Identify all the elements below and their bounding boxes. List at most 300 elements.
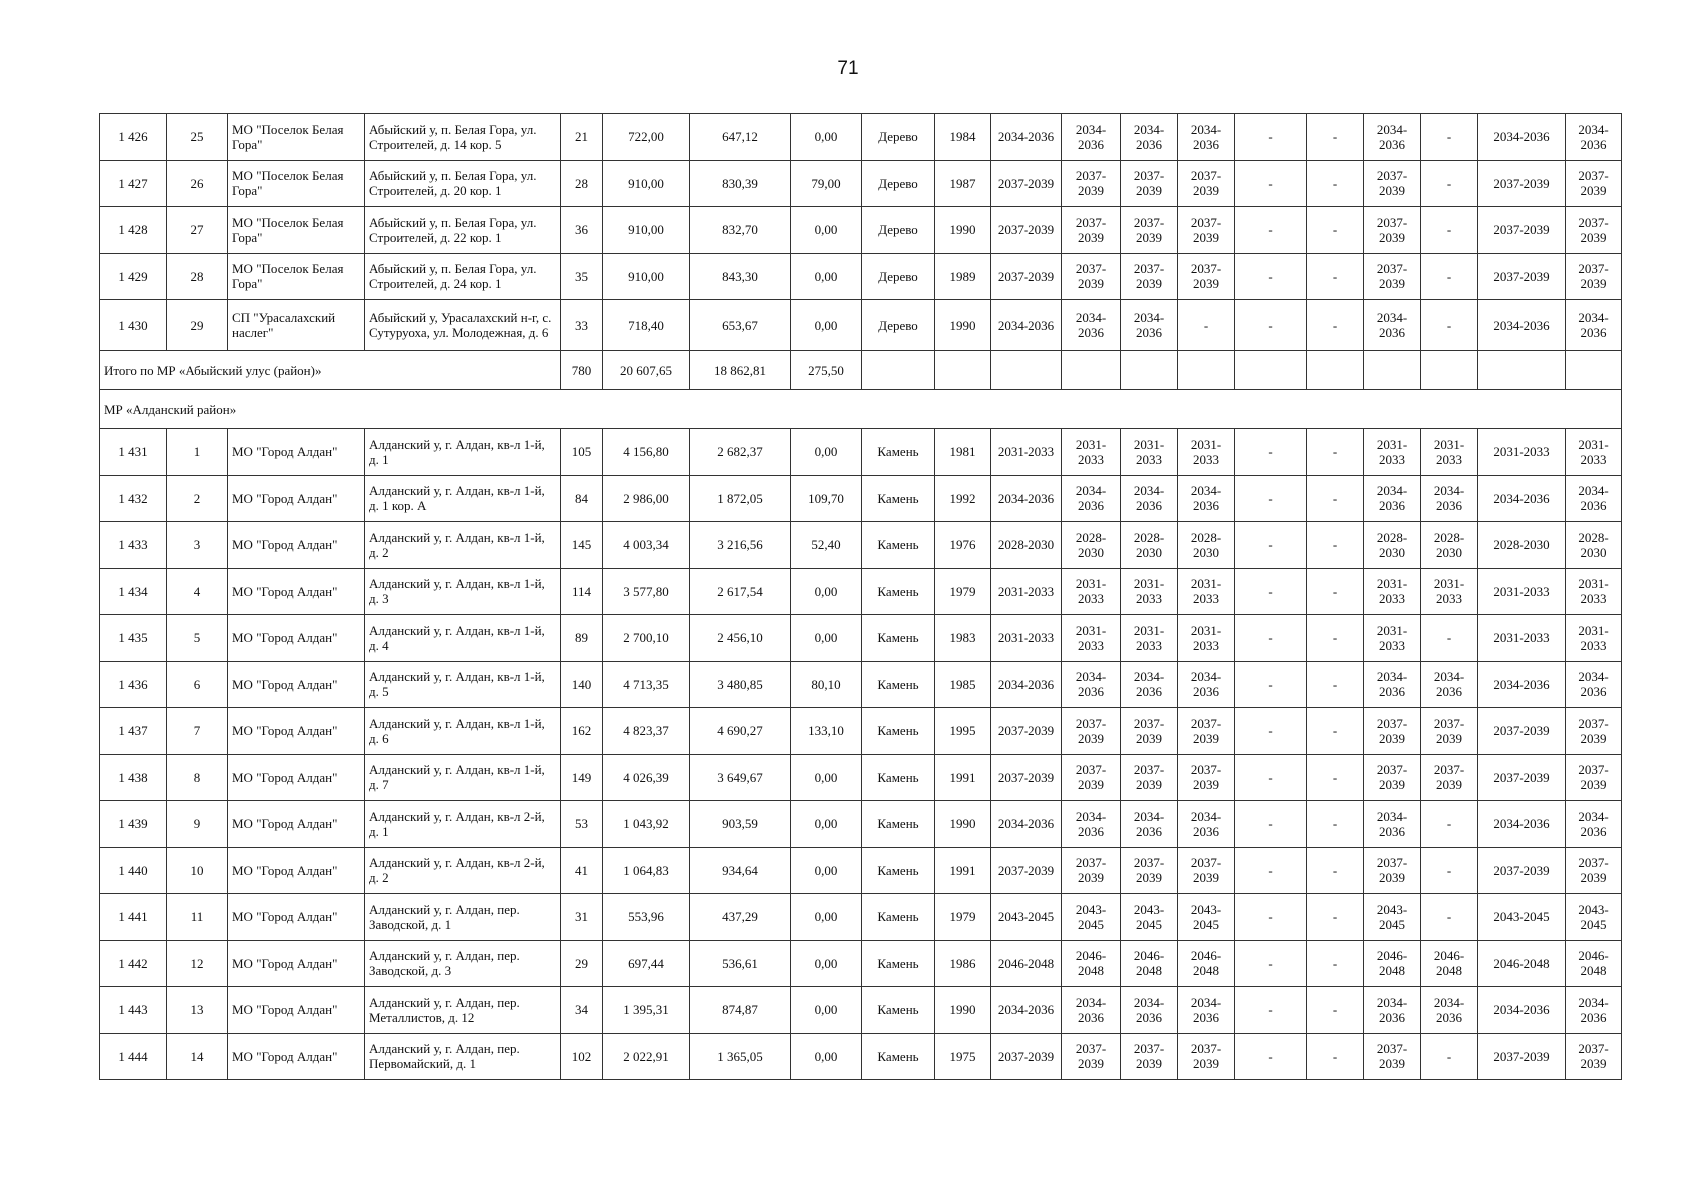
period-6-cell: - [1307, 754, 1364, 801]
municipality-cell: МО "Город Алдан" [228, 615, 365, 662]
period-7-cell: 2034-2036 [1364, 987, 1421, 1034]
period-2-cell: 2031-2033 [1062, 615, 1121, 662]
empty-cell [1178, 351, 1235, 390]
row-number-cell: 26 [167, 160, 228, 207]
period-8-cell: 2034-2036 [1421, 475, 1478, 522]
period-6-cell: - [1307, 253, 1364, 300]
address-cell: Алданский у, г. Алдан, кв-л 1-й, д. 1 кор. А [365, 475, 561, 522]
wall-material-cell: Дерево [862, 300, 935, 351]
row-number-cell: 6 [167, 661, 228, 708]
period-1-cell: 2034-2036 [991, 661, 1062, 708]
period-8-cell: 2034-2036 [1421, 987, 1478, 1034]
subtotal-row [100, 351, 1622, 390]
period-10-cell: 2034-2036 [1566, 114, 1622, 161]
area-other-cell: 0,00 [791, 568, 862, 615]
row-number-cell: 14 [167, 1033, 228, 1080]
period-8-cell: 2046-2048 [1421, 940, 1478, 987]
area-other-cell: 0,00 [791, 207, 862, 254]
period-9-cell: 2034-2036 [1478, 114, 1566, 161]
period-6-cell: - [1307, 847, 1364, 894]
area-living-cell: 2 617,54 [690, 568, 791, 615]
area-living-cell: 4 690,27 [690, 708, 791, 755]
area-living-cell: 536,61 [690, 940, 791, 987]
period-3-cell: 2037-2039 [1121, 207, 1178, 254]
wall-material-cell: Камень [862, 987, 935, 1034]
period-3-cell: 2034-2036 [1121, 987, 1178, 1034]
period-10-cell: 2034-2036 [1566, 801, 1622, 848]
build-year-cell: 1984 [935, 114, 991, 161]
build-year-cell: 1990 [935, 801, 991, 848]
period-9-cell: 2034-2036 [1478, 300, 1566, 351]
period-3-cell: 2037-2039 [1121, 754, 1178, 801]
period-4-cell: 2037-2039 [1178, 708, 1235, 755]
period-1-cell: 2034-2036 [991, 475, 1062, 522]
period-5-cell: - [1235, 568, 1307, 615]
area-living-cell: 903,59 [690, 801, 791, 848]
period-4-cell: 2034-2036 [1178, 801, 1235, 848]
period-10-cell: 2034-2036 [1566, 300, 1622, 351]
area-living-cell: 3 649,67 [690, 754, 791, 801]
period-8-cell: 2028-2030 [1421, 522, 1478, 569]
municipality-cell: МО "Город Алдан" [228, 429, 365, 476]
table-row [100, 894, 1622, 941]
period-3-cell: 2037-2039 [1121, 1033, 1178, 1080]
residents-cell: 35 [561, 253, 603, 300]
period-7-cell: 2034-2036 [1364, 300, 1421, 351]
period-6-cell: - [1307, 894, 1364, 941]
table-row [100, 253, 1622, 300]
address-cell: Алданский у, г. Алдан, пер. Заводской, д. 1 [365, 894, 561, 941]
table-row [100, 801, 1622, 848]
build-year-cell: 1991 [935, 754, 991, 801]
row-id-cell: 1 430 [100, 300, 167, 351]
area-living-cell: 1 872,05 [690, 475, 791, 522]
area-living-cell: 647,12 [690, 114, 791, 161]
row-number-cell: 2 [167, 475, 228, 522]
row-number-cell: 7 [167, 708, 228, 755]
row-id-cell: 1 435 [100, 615, 167, 662]
row-id-cell: 1 441 [100, 894, 167, 941]
municipality-cell: МО "Город Алдан" [228, 801, 365, 848]
period-2-cell: 2037-2039 [1062, 253, 1121, 300]
period-8-cell: - [1421, 1033, 1478, 1080]
area-other-cell: 0,00 [791, 1033, 862, 1080]
period-8-cell: - [1421, 894, 1478, 941]
row-number-cell: 27 [167, 207, 228, 254]
row-id-cell: 1 439 [100, 801, 167, 848]
period-3-cell: 2031-2033 [1121, 615, 1178, 662]
period-5-cell: - [1235, 661, 1307, 708]
row-id-cell: 1 432 [100, 475, 167, 522]
address-cell: Алданский у, г. Алдан, кв-л 2-й, д. 1 [365, 801, 561, 848]
period-6-cell: - [1307, 300, 1364, 351]
area-total-cell: 1 043,92 [603, 801, 690, 848]
area-total-cell: 697,44 [603, 940, 690, 987]
period-8-cell: - [1421, 114, 1478, 161]
period-10-cell: 2037-2039 [1566, 847, 1622, 894]
period-2-cell: 2037-2039 [1062, 160, 1121, 207]
period-8-cell: - [1421, 207, 1478, 254]
period-9-cell: 2031-2033 [1478, 615, 1566, 662]
area-total-cell: 2 986,00 [603, 475, 690, 522]
empty-cell [1307, 351, 1364, 390]
build-year-cell: 1995 [935, 708, 991, 755]
empty-cell [935, 351, 991, 390]
period-10-cell: 2037-2039 [1566, 160, 1622, 207]
period-2-cell: 2037-2039 [1062, 754, 1121, 801]
period-6-cell: - [1307, 522, 1364, 569]
wall-material-cell: Камень [862, 475, 935, 522]
wall-material-cell: Камень [862, 708, 935, 755]
area-other-cell: 109,70 [791, 475, 862, 522]
period-4-cell: 2043-2045 [1178, 894, 1235, 941]
build-year-cell: 1983 [935, 615, 991, 662]
period-10-cell: 2046-2048 [1566, 940, 1622, 987]
period-2-cell: 2034-2036 [1062, 114, 1121, 161]
area-other-cell: 80,10 [791, 661, 862, 708]
area-other-cell: 0,00 [791, 894, 862, 941]
row-number-cell: 8 [167, 754, 228, 801]
row-id-cell: 1 431 [100, 429, 167, 476]
period-10-cell: 2031-2033 [1566, 429, 1622, 476]
period-8-cell: - [1421, 615, 1478, 662]
period-3-cell: 2034-2036 [1121, 661, 1178, 708]
period-7-cell: 2034-2036 [1364, 114, 1421, 161]
residents-cell: 84 [561, 475, 603, 522]
subtotal-residents: 780 [561, 351, 603, 390]
row-number-cell: 25 [167, 114, 228, 161]
period-7-cell: 2031-2033 [1364, 568, 1421, 615]
period-7-cell: 2046-2048 [1364, 940, 1421, 987]
period-6-cell: - [1307, 661, 1364, 708]
row-number-cell: 3 [167, 522, 228, 569]
period-8-cell: 2031-2033 [1421, 568, 1478, 615]
period-5-cell: - [1235, 429, 1307, 476]
empty-cell [1478, 351, 1566, 390]
period-3-cell: 2034-2036 [1121, 475, 1178, 522]
table-row [100, 940, 1622, 987]
address-cell: Алданский у, г. Алдан, кв-л 2-й, д. 2 [365, 847, 561, 894]
period-7-cell: 2034-2036 [1364, 661, 1421, 708]
residents-cell: 21 [561, 114, 603, 161]
municipality-cell: МО "Город Алдан" [228, 568, 365, 615]
address-cell: Алданский у, г. Алдан, пер. Первомайский, д. 1 [365, 1033, 561, 1080]
period-7-cell: 2034-2036 [1364, 801, 1421, 848]
row-id-cell: 1 436 [100, 661, 167, 708]
row-number-cell: 29 [167, 300, 228, 351]
subtotal-area-other: 275,50 [791, 351, 862, 390]
period-5-cell: - [1235, 522, 1307, 569]
period-4-cell: 2028-2030 [1178, 522, 1235, 569]
municipality-cell: МО "Город Алдан" [228, 847, 365, 894]
period-6-cell: - [1307, 940, 1364, 987]
row-id-cell: 1 426 [100, 114, 167, 161]
period-5-cell: - [1235, 300, 1307, 351]
area-total-cell: 2 700,10 [603, 615, 690, 662]
address-cell: Абыйский у, п. Белая Гора, ул. Строителей, д. 14 кор. 5 [365, 114, 561, 161]
period-9-cell: 2037-2039 [1478, 847, 1566, 894]
period-4-cell: 2031-2033 [1178, 429, 1235, 476]
period-7-cell: 2034-2036 [1364, 475, 1421, 522]
period-5-cell: - [1235, 615, 1307, 662]
build-year-cell: 1992 [935, 475, 991, 522]
period-3-cell: 2046-2048 [1121, 940, 1178, 987]
build-year-cell: 1981 [935, 429, 991, 476]
period-1-cell: 2037-2039 [991, 754, 1062, 801]
area-other-cell: 0,00 [791, 987, 862, 1034]
table-row [100, 1033, 1622, 1080]
period-2-cell: 2031-2033 [1062, 429, 1121, 476]
area-living-cell: 2 456,10 [690, 615, 791, 662]
empty-cell [1566, 351, 1622, 390]
period-2-cell: 2046-2048 [1062, 940, 1121, 987]
build-year-cell: 1985 [935, 661, 991, 708]
area-other-cell: 133,10 [791, 708, 862, 755]
table-row [100, 987, 1622, 1034]
municipality-cell: МО "Город Алдан" [228, 894, 365, 941]
build-year-cell: 1989 [935, 253, 991, 300]
area-living-cell: 1 365,05 [690, 1033, 791, 1080]
residents-cell: 34 [561, 987, 603, 1034]
build-year-cell: 1976 [935, 522, 991, 569]
period-9-cell: 2037-2039 [1478, 207, 1566, 254]
period-3-cell: 2034-2036 [1121, 114, 1178, 161]
subtotal-area-living: 18 862,81 [690, 351, 791, 390]
period-10-cell: 2037-2039 [1566, 207, 1622, 254]
residents-cell: 31 [561, 894, 603, 941]
row-id-cell: 1 433 [100, 522, 167, 569]
residents-cell: 102 [561, 1033, 603, 1080]
period-1-cell: 2034-2036 [991, 114, 1062, 161]
municipality-cell: МО "Поселок Белая Гора" [228, 114, 365, 161]
municipality-cell: МО "Город Алдан" [228, 1033, 365, 1080]
area-other-cell: 0,00 [791, 615, 862, 662]
period-5-cell: - [1235, 475, 1307, 522]
period-4-cell: 2034-2036 [1178, 987, 1235, 1034]
area-total-cell: 553,96 [603, 894, 690, 941]
row-id-cell: 1 443 [100, 987, 167, 1034]
residents-cell: 41 [561, 847, 603, 894]
address-cell: Алданский у, г. Алдан, кв-л 1-й, д. 1 [365, 429, 561, 476]
address-cell: Алданский у, г. Алдан, кв-л 1-й, д. 2 [365, 522, 561, 569]
period-2-cell: 2043-2045 [1062, 894, 1121, 941]
period-7-cell: 2028-2030 [1364, 522, 1421, 569]
area-other-cell: 0,00 [791, 253, 862, 300]
period-7-cell: 2031-2033 [1364, 615, 1421, 662]
area-total-cell: 4 156,80 [603, 429, 690, 476]
table-row [100, 475, 1622, 522]
address-cell: Абыйский у, п. Белая Гора, ул. Строителей, д. 24 кор. 1 [365, 253, 561, 300]
period-6-cell: - [1307, 1033, 1364, 1080]
period-4-cell: 2037-2039 [1178, 160, 1235, 207]
period-5-cell: - [1235, 987, 1307, 1034]
subtotal-block [100, 351, 1622, 429]
period-6-cell: - [1307, 801, 1364, 848]
address-cell: Алданский у, г. Алдан, кв-л 1-й, д. 7 [365, 754, 561, 801]
area-total-cell: 718,40 [603, 300, 690, 351]
area-living-cell: 3 216,56 [690, 522, 791, 569]
wall-material-cell: Камень [862, 568, 935, 615]
period-7-cell: 2031-2033 [1364, 429, 1421, 476]
area-total-cell: 4 003,34 [603, 522, 690, 569]
municipality-cell: МО "Город Алдан" [228, 940, 365, 987]
row-number-cell: 9 [167, 801, 228, 848]
period-5-cell: - [1235, 160, 1307, 207]
area-other-cell: 79,00 [791, 160, 862, 207]
area-living-cell: 830,39 [690, 160, 791, 207]
municipality-cell: МО "Город Алдан" [228, 475, 365, 522]
wall-material-cell: Камень [862, 754, 935, 801]
period-10-cell: 2037-2039 [1566, 253, 1622, 300]
table-row [100, 114, 1622, 161]
period-2-cell: 2037-2039 [1062, 847, 1121, 894]
row-number-cell: 1 [167, 429, 228, 476]
period-9-cell: 2037-2039 [1478, 754, 1566, 801]
period-5-cell: - [1235, 847, 1307, 894]
residents-cell: 28 [561, 160, 603, 207]
period-7-cell: 2037-2039 [1364, 754, 1421, 801]
period-5-cell: - [1235, 801, 1307, 848]
table-row [100, 522, 1622, 569]
wall-material-cell: Дерево [862, 114, 935, 161]
period-1-cell: 2034-2036 [991, 987, 1062, 1034]
period-2-cell: 2037-2039 [1062, 207, 1121, 254]
residents-cell: 149 [561, 754, 603, 801]
period-9-cell: 2028-2030 [1478, 522, 1566, 569]
area-other-cell: 0,00 [791, 754, 862, 801]
period-3-cell: 2037-2039 [1121, 847, 1178, 894]
area-total-cell: 910,00 [603, 160, 690, 207]
row-number-cell: 12 [167, 940, 228, 987]
period-9-cell: 2031-2033 [1478, 568, 1566, 615]
wall-material-cell: Камень [862, 940, 935, 987]
period-8-cell: - [1421, 253, 1478, 300]
empty-cell [1364, 351, 1421, 390]
section-row [100, 390, 1622, 429]
period-1-cell: 2034-2036 [991, 801, 1062, 848]
period-5-cell: - [1235, 708, 1307, 755]
build-year-cell: 1975 [935, 1033, 991, 1080]
municipality-cell: МО "Город Алдан" [228, 522, 365, 569]
period-5-cell: - [1235, 940, 1307, 987]
period-2-cell: 2028-2030 [1062, 522, 1121, 569]
period-3-cell: 2031-2033 [1121, 429, 1178, 476]
period-9-cell: 2037-2039 [1478, 708, 1566, 755]
row-id-cell: 1 428 [100, 207, 167, 254]
period-3-cell: 2037-2039 [1121, 253, 1178, 300]
address-cell: Абыйский у, п. Белая Гора, ул. Строителей, д. 22 кор. 1 [365, 207, 561, 254]
residents-cell: 53 [561, 801, 603, 848]
wall-material-cell: Камень [862, 894, 935, 941]
build-year-cell: 1979 [935, 894, 991, 941]
period-4-cell: 2046-2048 [1178, 940, 1235, 987]
period-8-cell: - [1421, 801, 1478, 848]
period-6-cell: - [1307, 207, 1364, 254]
empty-cell [1062, 351, 1121, 390]
address-cell: Абыйский у, п. Белая Гора, ул. Строителей, д. 20 кор. 1 [365, 160, 561, 207]
row-number-cell: 11 [167, 894, 228, 941]
period-10-cell: 2034-2036 [1566, 661, 1622, 708]
period-10-cell: 2043-2045 [1566, 894, 1622, 941]
build-year-cell: 1991 [935, 847, 991, 894]
residents-cell: 140 [561, 661, 603, 708]
period-3-cell: 2028-2030 [1121, 522, 1178, 569]
municipality-cell: МО "Поселок Белая Гора" [228, 253, 365, 300]
period-4-cell: 2037-2039 [1178, 754, 1235, 801]
area-living-cell: 3 480,85 [690, 661, 791, 708]
period-9-cell: 2046-2048 [1478, 940, 1566, 987]
period-2-cell: 2034-2036 [1062, 987, 1121, 1034]
municipality-cell: МО "Поселок Белая Гора" [228, 160, 365, 207]
row-number-cell: 4 [167, 568, 228, 615]
area-total-cell: 1 395,31 [603, 987, 690, 1034]
period-10-cell: 2028-2030 [1566, 522, 1622, 569]
area-total-cell: 4 713,35 [603, 661, 690, 708]
table-row [100, 160, 1622, 207]
period-10-cell: 2034-2036 [1566, 475, 1622, 522]
area-total-cell: 4 026,39 [603, 754, 690, 801]
period-2-cell: 2037-2039 [1062, 708, 1121, 755]
period-6-cell: - [1307, 475, 1364, 522]
empty-cell [1235, 351, 1307, 390]
period-7-cell: 2037-2039 [1364, 160, 1421, 207]
area-other-cell: 0,00 [791, 801, 862, 848]
period-1-cell: 2031-2033 [991, 615, 1062, 662]
period-4-cell: 2031-2033 [1178, 568, 1235, 615]
wall-material-cell: Дерево [862, 160, 935, 207]
row-id-cell: 1 434 [100, 568, 167, 615]
table-row [100, 568, 1622, 615]
section-title: МР «Алданский район» [100, 390, 1622, 429]
period-4-cell: 2034-2036 [1178, 661, 1235, 708]
address-cell: Алданский у, г. Алдан, кв-л 1-й, д. 5 [365, 661, 561, 708]
period-8-cell: - [1421, 300, 1478, 351]
period-1-cell: 2028-2030 [991, 522, 1062, 569]
wall-material-cell: Камень [862, 1033, 935, 1080]
wall-material-cell: Камень [862, 615, 935, 662]
housing-register-table [99, 113, 1622, 1080]
build-year-cell: 1990 [935, 300, 991, 351]
period-5-cell: - [1235, 754, 1307, 801]
period-5-cell: - [1235, 114, 1307, 161]
row-id-cell: 1 437 [100, 708, 167, 755]
period-1-cell: 2031-2033 [991, 568, 1062, 615]
residents-cell: 33 [561, 300, 603, 351]
subtotal-area-total: 20 607,65 [603, 351, 690, 390]
wall-material-cell: Камень [862, 847, 935, 894]
period-5-cell: - [1235, 1033, 1307, 1080]
period-7-cell: 2037-2039 [1364, 847, 1421, 894]
period-6-cell: - [1307, 160, 1364, 207]
period-1-cell: 2037-2039 [991, 1033, 1062, 1080]
area-other-cell: 0,00 [791, 114, 862, 161]
wall-material-cell: Дерево [862, 207, 935, 254]
period-1-cell: 2037-2039 [991, 207, 1062, 254]
period-1-cell: 2034-2036 [991, 300, 1062, 351]
period-6-cell: - [1307, 987, 1364, 1034]
table-row [100, 615, 1622, 662]
area-other-cell: 52,40 [791, 522, 862, 569]
area-other-cell: 0,00 [791, 300, 862, 351]
empty-cell [862, 351, 935, 390]
address-cell: Алданский у, г. Алдан, пер. Металлистов, д. 12 [365, 987, 561, 1034]
table-row [100, 661, 1622, 708]
area-total-cell: 4 823,37 [603, 708, 690, 755]
period-2-cell: 2034-2036 [1062, 475, 1121, 522]
period-10-cell: 2037-2039 [1566, 1033, 1622, 1080]
period-9-cell: 2037-2039 [1478, 1033, 1566, 1080]
area-living-cell: 934,64 [690, 847, 791, 894]
